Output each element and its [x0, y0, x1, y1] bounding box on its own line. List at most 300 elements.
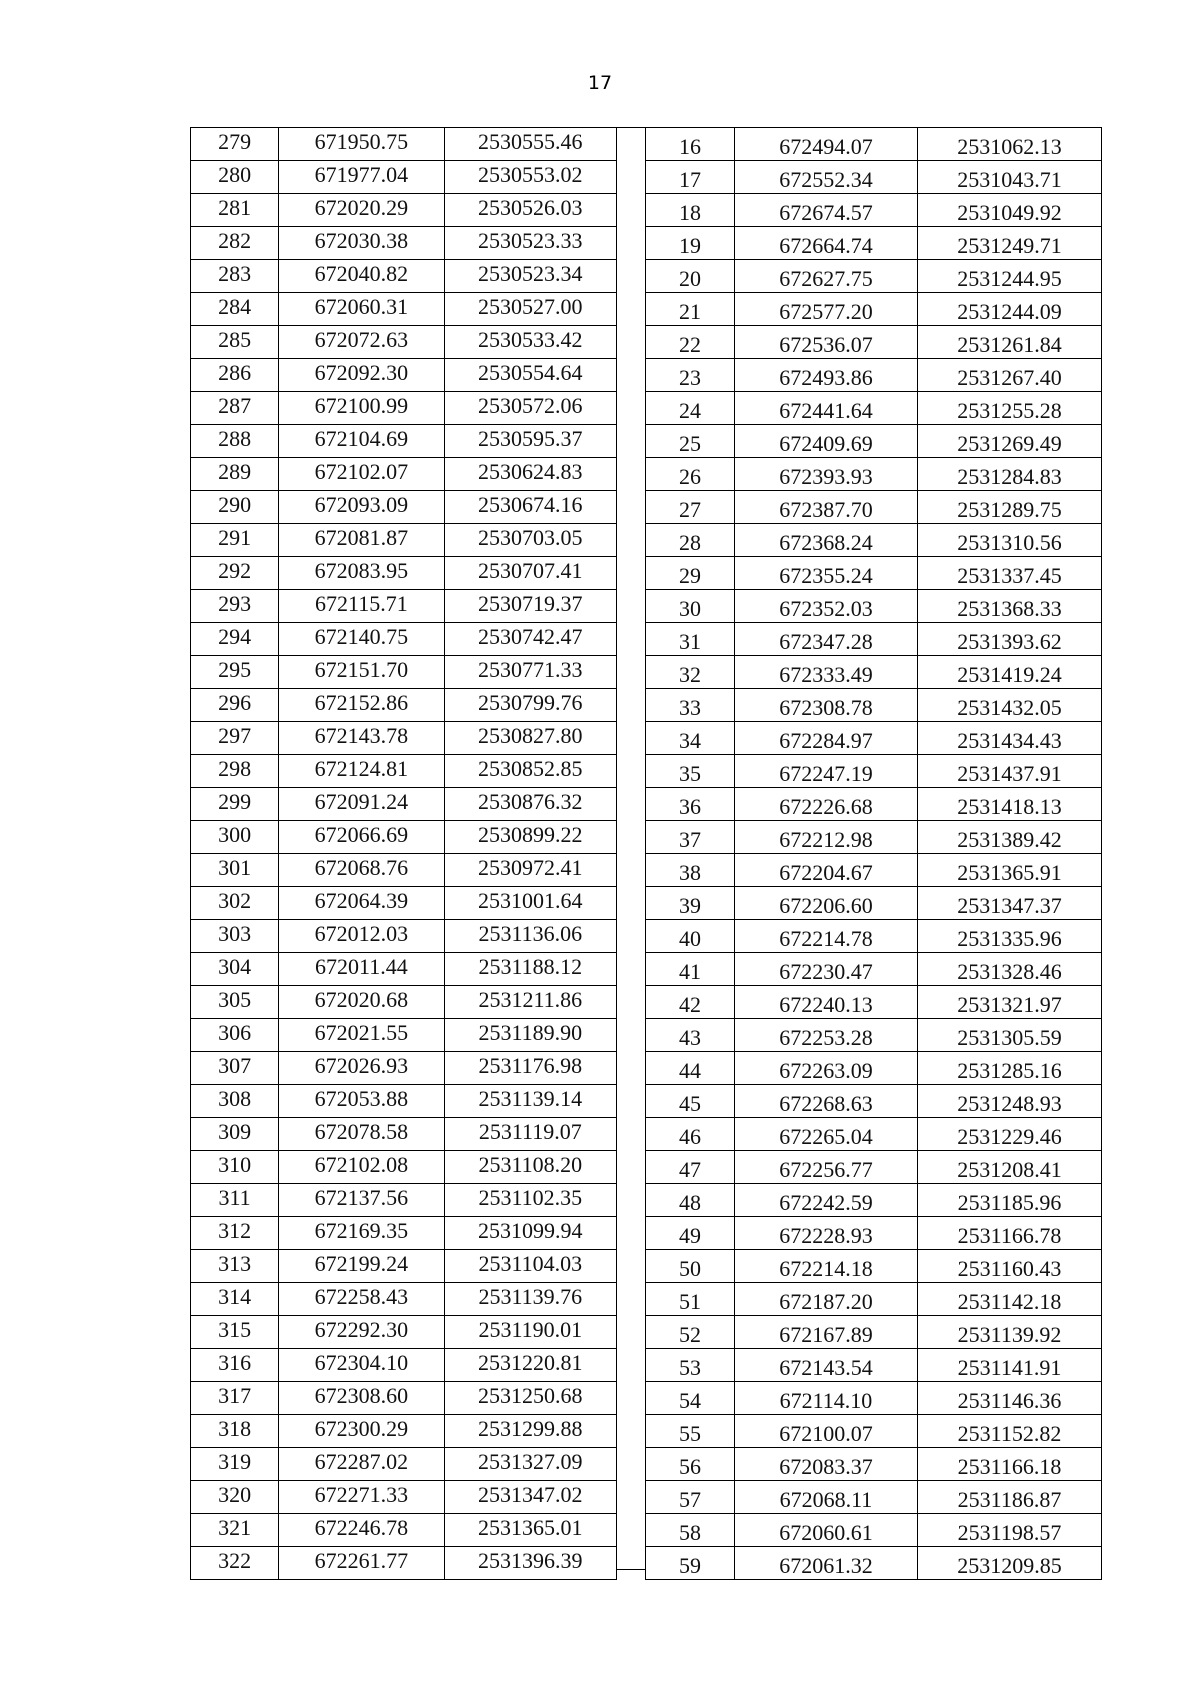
table-row	[646, 623, 1102, 656]
x-coordinate-cell: 672212.98	[734, 821, 917, 854]
point-number-cell: 305	[191, 986, 279, 1019]
point-number-cell: 33	[646, 689, 735, 722]
x-coordinate-cell: 672242.59	[734, 1184, 917, 1217]
x-coordinate-cell: 672577.20	[734, 293, 917, 326]
x-coordinate-cell: 672020.29	[279, 194, 444, 227]
x-coordinate-cell: 672627.75	[734, 260, 917, 293]
x-coordinate-cell: 672258.43	[279, 1283, 444, 1316]
point-number-cell: 315	[191, 1316, 279, 1349]
x-coordinate-cell: 672066.69	[279, 821, 444, 854]
x-coordinate-cell: 672347.28	[734, 623, 917, 656]
y-coordinate-cell: 2531186.87	[917, 1481, 1101, 1514]
x-coordinate-cell: 672091.24	[279, 788, 444, 821]
y-coordinate-cell: 2531418.13	[917, 788, 1101, 821]
x-coordinate-cell: 672030.38	[279, 227, 444, 260]
table-row	[646, 260, 1102, 293]
x-coordinate-cell: 672355.24	[734, 557, 917, 590]
x-coordinate-cell: 672240.13	[734, 986, 917, 1019]
table-row	[191, 1217, 617, 1250]
table-row	[646, 128, 1102, 161]
y-coordinate-cell: 2531189.90	[444, 1019, 616, 1052]
table-row	[646, 458, 1102, 491]
table-row	[191, 1283, 617, 1316]
x-coordinate-cell: 672226.68	[734, 788, 917, 821]
table-row	[646, 1283, 1102, 1316]
x-coordinate-cell: 672214.78	[734, 920, 917, 953]
point-number-cell: 18	[646, 194, 735, 227]
point-number-cell: 293	[191, 590, 279, 623]
y-coordinate-cell: 2531185.96	[917, 1184, 1101, 1217]
point-number-cell: 298	[191, 755, 279, 788]
table-row	[191, 1547, 617, 1580]
point-number-cell: 58	[646, 1514, 735, 1547]
x-coordinate-cell: 672060.61	[734, 1514, 917, 1547]
table-row	[191, 1415, 617, 1448]
y-coordinate-cell: 2531437.91	[917, 755, 1101, 788]
x-coordinate-cell: 672083.95	[279, 557, 444, 590]
x-coordinate-cell: 672021.55	[279, 1019, 444, 1052]
coordinate-table-right-body	[646, 128, 1102, 1580]
x-coordinate-cell: 672060.31	[279, 293, 444, 326]
table-row	[646, 986, 1102, 1019]
y-coordinate-cell: 2531139.76	[444, 1283, 616, 1316]
table-row	[646, 1151, 1102, 1184]
x-coordinate-cell: 672137.56	[279, 1184, 444, 1217]
table-row	[646, 1184, 1102, 1217]
table-row	[191, 1118, 617, 1151]
coordinate-table-right	[645, 127, 1102, 1580]
point-number-cell: 299	[191, 788, 279, 821]
x-coordinate-cell: 672020.68	[279, 986, 444, 1019]
y-coordinate-cell: 2531142.18	[917, 1283, 1101, 1316]
x-coordinate-cell: 672674.57	[734, 194, 917, 227]
table-row	[646, 953, 1102, 986]
table-row	[191, 326, 617, 359]
table-row	[191, 623, 617, 656]
table-row	[191, 458, 617, 491]
point-number-cell: 59	[646, 1547, 735, 1580]
point-number-cell: 24	[646, 392, 735, 425]
table-row	[191, 788, 617, 821]
point-number-cell: 282	[191, 227, 279, 260]
point-number-cell: 318	[191, 1415, 279, 1448]
x-coordinate-cell: 672053.88	[279, 1085, 444, 1118]
table-row	[646, 1448, 1102, 1481]
x-coordinate-cell: 672368.24	[734, 524, 917, 557]
point-number-cell: 27	[646, 491, 735, 524]
x-coordinate-cell: 672093.09	[279, 491, 444, 524]
x-coordinate-cell: 672409.69	[734, 425, 917, 458]
y-coordinate-cell: 2530555.46	[444, 128, 616, 161]
table-row	[646, 689, 1102, 722]
y-coordinate-cell: 2531305.59	[917, 1019, 1101, 1052]
coordinate-tables	[0, 127, 1200, 1627]
table-row	[191, 755, 617, 788]
point-number-cell: 26	[646, 458, 735, 491]
point-number-cell: 20	[646, 260, 735, 293]
point-number-cell: 285	[191, 326, 279, 359]
y-coordinate-cell: 2531062.13	[917, 128, 1101, 161]
y-coordinate-cell: 2531396.39	[444, 1547, 616, 1580]
point-number-cell: 40	[646, 920, 735, 953]
table-row	[646, 1514, 1102, 1547]
table-row	[191, 821, 617, 854]
point-number-cell: 50	[646, 1250, 735, 1283]
coordinate-table-left	[190, 127, 617, 1580]
x-coordinate-cell: 672143.54	[734, 1349, 917, 1382]
point-number-cell: 57	[646, 1481, 735, 1514]
table-row	[191, 557, 617, 590]
y-coordinate-cell: 2531389.42	[917, 821, 1101, 854]
y-coordinate-cell: 2530526.03	[444, 194, 616, 227]
y-coordinate-cell: 2531152.82	[917, 1415, 1101, 1448]
point-number-cell: 19	[646, 227, 735, 260]
y-coordinate-cell: 2531160.43	[917, 1250, 1101, 1283]
point-number-cell: 321	[191, 1514, 279, 1547]
point-number-cell: 30	[646, 590, 735, 623]
x-coordinate-cell: 672151.70	[279, 656, 444, 689]
table-row	[191, 1481, 617, 1514]
point-number-cell: 45	[646, 1085, 735, 1118]
table-row	[191, 1514, 617, 1547]
x-coordinate-cell: 672493.86	[734, 359, 917, 392]
point-number-cell: 31	[646, 623, 735, 656]
x-coordinate-cell: 672228.93	[734, 1217, 917, 1250]
point-number-cell: 284	[191, 293, 279, 326]
x-coordinate-cell: 672304.10	[279, 1349, 444, 1382]
y-coordinate-cell: 2530742.47	[444, 623, 616, 656]
table-row	[191, 1349, 617, 1382]
y-coordinate-cell: 2531249.71	[917, 227, 1101, 260]
table-row	[191, 590, 617, 623]
point-number-cell: 23	[646, 359, 735, 392]
y-coordinate-cell: 2531119.07	[444, 1118, 616, 1151]
point-number-cell: 309	[191, 1118, 279, 1151]
x-coordinate-cell: 671950.75	[279, 128, 444, 161]
table-row	[646, 1481, 1102, 1514]
point-number-cell: 310	[191, 1151, 279, 1184]
x-coordinate-cell: 672083.37	[734, 1448, 917, 1481]
point-number-cell: 287	[191, 392, 279, 425]
point-number-cell: 34	[646, 722, 735, 755]
table-row	[191, 227, 617, 260]
table-row	[646, 854, 1102, 887]
x-coordinate-cell: 672441.64	[734, 392, 917, 425]
point-number-cell: 303	[191, 920, 279, 953]
point-number-cell: 317	[191, 1382, 279, 1415]
x-coordinate-cell: 672333.49	[734, 656, 917, 689]
y-coordinate-cell: 2531267.40	[917, 359, 1101, 392]
column-gap	[617, 127, 645, 1570]
x-coordinate-cell: 672204.67	[734, 854, 917, 887]
point-number-cell: 297	[191, 722, 279, 755]
x-coordinate-cell: 672536.07	[734, 326, 917, 359]
table-row	[646, 788, 1102, 821]
table-row	[646, 722, 1102, 755]
x-coordinate-cell: 672011.44	[279, 953, 444, 986]
y-coordinate-cell: 2531393.62	[917, 623, 1101, 656]
table-row	[646, 1052, 1102, 1085]
x-coordinate-cell: 672064.39	[279, 887, 444, 920]
y-coordinate-cell: 2531284.83	[917, 458, 1101, 491]
point-number-cell: 290	[191, 491, 279, 524]
point-number-cell: 21	[646, 293, 735, 326]
x-coordinate-cell: 672308.60	[279, 1382, 444, 1415]
point-number-cell: 47	[646, 1151, 735, 1184]
x-coordinate-cell: 672393.93	[734, 458, 917, 491]
point-number-cell: 32	[646, 656, 735, 689]
table-row	[646, 1217, 1102, 1250]
point-number-cell: 52	[646, 1316, 735, 1349]
y-coordinate-cell: 2531141.91	[917, 1349, 1101, 1382]
x-coordinate-cell: 672092.30	[279, 359, 444, 392]
y-coordinate-cell: 2531248.93	[917, 1085, 1101, 1118]
x-coordinate-cell: 672246.78	[279, 1514, 444, 1547]
y-coordinate-cell: 2531244.95	[917, 260, 1101, 293]
y-coordinate-cell: 2531166.78	[917, 1217, 1101, 1250]
table-row	[191, 920, 617, 953]
point-number-cell: 25	[646, 425, 735, 458]
coordinate-table-left-body	[191, 128, 617, 1580]
point-number-cell: 39	[646, 887, 735, 920]
x-coordinate-cell: 672114.10	[734, 1382, 917, 1415]
table-row	[646, 293, 1102, 326]
x-coordinate-cell: 672040.82	[279, 260, 444, 293]
y-coordinate-cell: 2531368.33	[917, 590, 1101, 623]
table-row	[191, 392, 617, 425]
table-row	[646, 491, 1102, 524]
x-coordinate-cell: 672100.99	[279, 392, 444, 425]
y-coordinate-cell: 2531211.86	[444, 986, 616, 1019]
point-number-cell: 281	[191, 194, 279, 227]
table-row	[646, 194, 1102, 227]
x-coordinate-cell: 672268.63	[734, 1085, 917, 1118]
x-coordinate-cell: 672664.74	[734, 227, 917, 260]
x-coordinate-cell: 672265.04	[734, 1118, 917, 1151]
point-number-cell: 311	[191, 1184, 279, 1217]
table-row	[191, 986, 617, 1019]
table-row	[646, 425, 1102, 458]
y-coordinate-cell: 2530899.22	[444, 821, 616, 854]
point-number-cell: 41	[646, 953, 735, 986]
y-coordinate-cell: 2531285.16	[917, 1052, 1101, 1085]
x-coordinate-cell: 672152.86	[279, 689, 444, 722]
table-row	[191, 1448, 617, 1481]
x-coordinate-cell: 672352.03	[734, 590, 917, 623]
point-number-cell: 54	[646, 1382, 735, 1415]
y-coordinate-cell: 2531328.46	[917, 953, 1101, 986]
point-number-cell: 22	[646, 326, 735, 359]
table-row	[646, 1382, 1102, 1415]
x-coordinate-cell: 672552.34	[734, 161, 917, 194]
y-coordinate-cell: 2530523.34	[444, 260, 616, 293]
table-row	[191, 425, 617, 458]
y-coordinate-cell: 2531434.43	[917, 722, 1101, 755]
point-number-cell: 17	[646, 161, 735, 194]
y-coordinate-cell: 2531432.05	[917, 689, 1101, 722]
table-row	[646, 1118, 1102, 1151]
y-coordinate-cell: 2531136.06	[444, 920, 616, 953]
point-number-cell: 306	[191, 1019, 279, 1052]
table-row	[646, 590, 1102, 623]
table-row	[191, 128, 617, 161]
table-row	[646, 1250, 1102, 1283]
y-coordinate-cell: 2531299.88	[444, 1415, 616, 1448]
y-coordinate-cell: 2530719.37	[444, 590, 616, 623]
point-number-cell: 319	[191, 1448, 279, 1481]
y-coordinate-cell: 2531099.94	[444, 1217, 616, 1250]
x-coordinate-cell: 672169.35	[279, 1217, 444, 1250]
y-coordinate-cell: 2531198.57	[917, 1514, 1101, 1547]
y-coordinate-cell: 2531220.81	[444, 1349, 616, 1382]
point-number-cell: 35	[646, 755, 735, 788]
y-coordinate-cell: 2530595.37	[444, 425, 616, 458]
point-number-cell: 320	[191, 1481, 279, 1514]
y-coordinate-cell: 2530533.42	[444, 326, 616, 359]
y-coordinate-cell: 2531310.56	[917, 524, 1101, 557]
y-coordinate-cell: 2530674.16	[444, 491, 616, 524]
table-row	[191, 953, 617, 986]
x-coordinate-cell: 672068.76	[279, 854, 444, 887]
point-number-cell: 56	[646, 1448, 735, 1481]
x-coordinate-cell: 672140.75	[279, 623, 444, 656]
y-coordinate-cell: 2531337.45	[917, 557, 1101, 590]
x-coordinate-cell: 672230.47	[734, 953, 917, 986]
x-coordinate-cell: 672124.81	[279, 755, 444, 788]
y-coordinate-cell: 2530703.05	[444, 524, 616, 557]
table-row	[191, 722, 617, 755]
point-number-cell: 322	[191, 1547, 279, 1580]
table-row	[191, 1316, 617, 1349]
table-row	[646, 656, 1102, 689]
point-number-cell: 51	[646, 1283, 735, 1316]
x-coordinate-cell: 672271.33	[279, 1481, 444, 1514]
point-number-cell: 42	[646, 986, 735, 1019]
y-coordinate-cell: 2530554.64	[444, 359, 616, 392]
y-coordinate-cell: 2531335.96	[917, 920, 1101, 953]
x-coordinate-cell: 672102.08	[279, 1151, 444, 1184]
table-row	[191, 491, 617, 524]
y-coordinate-cell: 2531146.36	[917, 1382, 1101, 1415]
x-coordinate-cell: 672012.03	[279, 920, 444, 953]
y-coordinate-cell: 2530827.80	[444, 722, 616, 755]
table-row	[191, 293, 617, 326]
x-coordinate-cell: 672247.19	[734, 755, 917, 788]
x-coordinate-cell: 672206.60	[734, 887, 917, 920]
point-number-cell: 291	[191, 524, 279, 557]
y-coordinate-cell: 2531327.09	[444, 1448, 616, 1481]
y-coordinate-cell: 2530771.33	[444, 656, 616, 689]
y-coordinate-cell: 2531244.09	[917, 293, 1101, 326]
table-row	[646, 1415, 1102, 1448]
y-coordinate-cell: 2530553.02	[444, 161, 616, 194]
y-coordinate-cell: 2530852.85	[444, 755, 616, 788]
table-row	[191, 1019, 617, 1052]
y-coordinate-cell: 2530707.41	[444, 557, 616, 590]
y-coordinate-cell: 2531289.75	[917, 491, 1101, 524]
x-coordinate-cell: 672078.58	[279, 1118, 444, 1151]
x-coordinate-cell: 672104.69	[279, 425, 444, 458]
x-coordinate-cell: 672102.07	[279, 458, 444, 491]
point-number-cell: 43	[646, 1019, 735, 1052]
table-row	[191, 656, 617, 689]
table-row	[646, 821, 1102, 854]
x-coordinate-cell: 672115.71	[279, 590, 444, 623]
table-row	[646, 359, 1102, 392]
table-row	[191, 524, 617, 557]
x-coordinate-cell: 672100.07	[734, 1415, 917, 1448]
point-number-cell: 314	[191, 1283, 279, 1316]
y-coordinate-cell: 2530523.33	[444, 227, 616, 260]
y-coordinate-cell: 2531176.98	[444, 1052, 616, 1085]
table-row	[191, 260, 617, 293]
point-number-cell: 286	[191, 359, 279, 392]
y-coordinate-cell: 2530799.76	[444, 689, 616, 722]
point-number-cell: 313	[191, 1250, 279, 1283]
x-coordinate-cell: 672072.63	[279, 326, 444, 359]
table-row	[646, 326, 1102, 359]
x-coordinate-cell: 672263.09	[734, 1052, 917, 1085]
y-coordinate-cell: 2531104.03	[444, 1250, 616, 1283]
table-row	[191, 194, 617, 227]
table-row	[191, 1382, 617, 1415]
x-coordinate-cell: 672387.70	[734, 491, 917, 524]
x-coordinate-cell: 672300.29	[279, 1415, 444, 1448]
y-coordinate-cell: 2531209.85	[917, 1547, 1101, 1580]
x-coordinate-cell: 672256.77	[734, 1151, 917, 1184]
y-coordinate-cell: 2531208.41	[917, 1151, 1101, 1184]
y-coordinate-cell: 2531108.20	[444, 1151, 616, 1184]
y-coordinate-cell: 2531347.02	[444, 1481, 616, 1514]
point-number-cell: 292	[191, 557, 279, 590]
table-row	[191, 887, 617, 920]
table-row	[646, 161, 1102, 194]
table-row	[191, 689, 617, 722]
y-coordinate-cell: 2531102.35	[444, 1184, 616, 1217]
y-coordinate-cell: 2531365.91	[917, 854, 1101, 887]
y-coordinate-cell: 2531049.92	[917, 194, 1101, 227]
y-coordinate-cell: 2530624.83	[444, 458, 616, 491]
y-coordinate-cell: 2531043.71	[917, 161, 1101, 194]
point-number-cell: 283	[191, 260, 279, 293]
y-coordinate-cell: 2531255.28	[917, 392, 1101, 425]
y-coordinate-cell: 2530572.06	[444, 392, 616, 425]
x-coordinate-cell: 672494.07	[734, 128, 917, 161]
table-row	[191, 1151, 617, 1184]
point-number-cell: 288	[191, 425, 279, 458]
page-number: 17	[587, 72, 613, 94]
y-coordinate-cell: 2531347.37	[917, 887, 1101, 920]
y-coordinate-cell: 2531001.64	[444, 887, 616, 920]
x-coordinate-cell: 672081.87	[279, 524, 444, 557]
table-row	[191, 359, 617, 392]
point-number-cell: 55	[646, 1415, 735, 1448]
y-coordinate-cell: 2530876.32	[444, 788, 616, 821]
point-number-cell: 29	[646, 557, 735, 590]
table-row	[646, 887, 1102, 920]
y-coordinate-cell: 2530972.41	[444, 854, 616, 887]
point-number-cell: 44	[646, 1052, 735, 1085]
table-row	[646, 1316, 1102, 1349]
table-row	[646, 1547, 1102, 1580]
y-coordinate-cell: 2531321.97	[917, 986, 1101, 1019]
table-row	[646, 755, 1102, 788]
x-coordinate-cell: 672026.93	[279, 1052, 444, 1085]
point-number-cell: 16	[646, 128, 735, 161]
point-number-cell: 308	[191, 1085, 279, 1118]
point-number-cell: 301	[191, 854, 279, 887]
point-number-cell: 295	[191, 656, 279, 689]
